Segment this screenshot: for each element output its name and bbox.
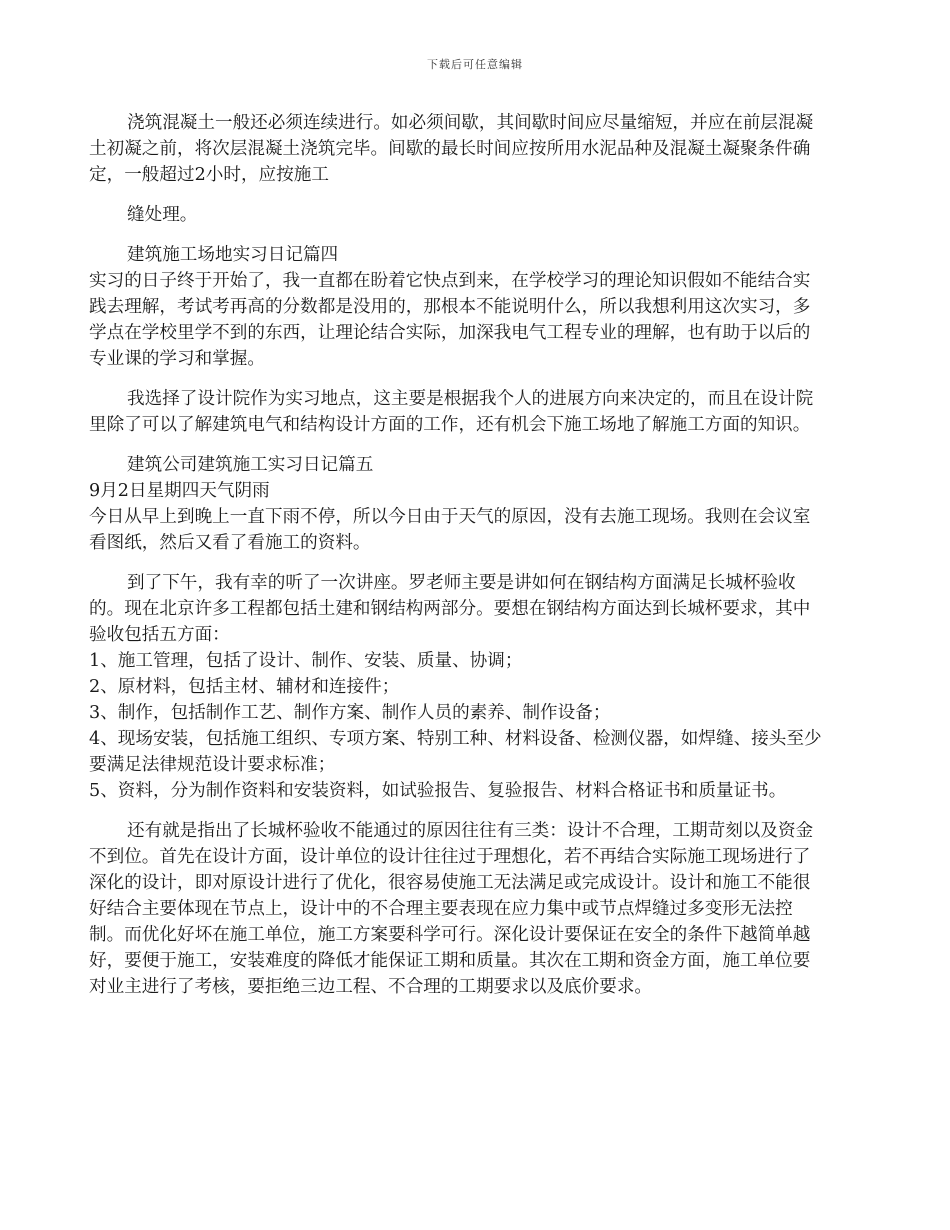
list-item: 1、施工管理，包括了设计、制作、安装、质量、协调； <box>89 651 523 671</box>
document-body <box>89 110 859 1000</box>
section-title-four: 建筑施工场地实习日记篇四 <box>127 245 339 265</box>
header-note: 下载后可任意编辑 <box>427 58 523 71</box>
date-line: 9月2日星期四天气阴雨 <box>89 481 270 501</box>
text-line: 好结合主要体现在节点上，设计中的不合理主要表现在应力集中或节点焊缝过多变形无法控 <box>89 899 793 919</box>
text-line: 对业主进行了考核，要拒绝三边工程、不合理的工期要求以及底价要求。 <box>89 977 653 997</box>
paragraph-pouring-continuity <box>89 110 859 188</box>
list-item: 5、资料，分为制作资料和安装资料，如试验报告、复验报告、材料合格证书和质量证书。 <box>89 781 787 801</box>
text-line: 制。而优化好坏在施工单位，施工方案要科学可行。深化设计要保证在安全的条件下越简单越 <box>89 925 811 945</box>
section-title-five: 建筑公司建筑施工实习日记篇五 <box>127 455 374 475</box>
list-item: 2、原材料，包括主材、辅材和连接件； <box>89 677 400 697</box>
text-line: 里除了可以了解建筑电气和结构设计方面的工作，还有机会下施工场地了解施工方面的知识。 <box>89 415 811 435</box>
acceptance-list <box>89 648 859 804</box>
text-line: 学点在学校里学不到的东西，让理论结合实际，加深我电气工程专业的理解，也有助于以后的 <box>89 323 811 343</box>
text-line: 的。现在北京许多工程都包括土建和钢结构两部分。要想在钢结构方面达到长城杯要求，其中 <box>89 599 811 619</box>
paragraph-internship-start <box>89 268 859 372</box>
text-line: 还有就是指出了长城杯验收不能通过的原因往往有三类：设计不合理，工期苛刻以及资金 <box>127 821 814 841</box>
paragraph-lecture <box>89 570 859 648</box>
text-line: 土初凝之前，将次层混凝土浇筑完毕。间歇的最长时间应按所用水泥品种及混凝土凝聚条件确 <box>89 139 811 159</box>
text-line: 好，要便于施工，安装难度的降低才能保证工期和质量。其次在工期和资金方面，施工单位要 <box>89 951 811 971</box>
text-line: 到了下午，我有幸的听了一次讲座。罗老师主要是讲如何在钢结构方面满足长城杯验收 <box>127 573 796 593</box>
text-line: 今日从早上到晚上一直下雨不停，所以今日由于天气的原因，没有去施工现场。我则在会议室 <box>89 507 811 527</box>
paragraph-joint-treatment: 缝处理。 <box>127 205 198 225</box>
text-line: 不到位。首先在设计方面，设计单位的设计往往过于理想化，若不再结合实际施工现场进行了 <box>89 847 811 867</box>
paragraph-design-institute <box>89 386 859 438</box>
text-line: 践去理解，考试考再高的分数都是没用的，那根本不能说明什么，所以我想利用这次实习，多 <box>89 297 811 317</box>
paragraph-rainy-day <box>89 504 859 556</box>
text-line: 我选择了设计院作为实习地点，这主要是根据我个人的进展方向来决定的，而且在设计院 <box>127 389 814 409</box>
text-line: 定，一般超过2小时，应按施工 <box>89 165 329 185</box>
text-line: 浇筑混凝土一般还必须连续进行。如必须间歇，其间歇时间应尽量缩短，并应在前层混凝 <box>127 113 814 133</box>
text-line: 实习的日子终于开始了，我一直都在盼着它快点到来，在学校学习的理论知识假如不能结合实 <box>89 271 811 291</box>
text-line: 验收包括五方面： <box>89 625 230 645</box>
list-item: 4、现场安装，包括施工组织、专项方案、特别工种、材料设备、检测仪器，如焊缝、接头至少 <box>89 729 822 749</box>
text-line: 深化的设计，即对原设计进行了优化，很容易使施工无法满足或完成设计。设计和施工不能很 <box>89 873 811 893</box>
paragraph-failure-reasons <box>89 818 859 1000</box>
text-line: 专业课的学习和掌握。 <box>89 349 265 369</box>
text-line: 看图纸，然后又看了看施工的资料。 <box>89 533 371 553</box>
list-item: 3、制作，包括制作工艺、制作方案、制作人员的素养、制作设备； <box>89 703 611 723</box>
list-item: 要满足法律规范设计要求标准； <box>89 755 336 775</box>
